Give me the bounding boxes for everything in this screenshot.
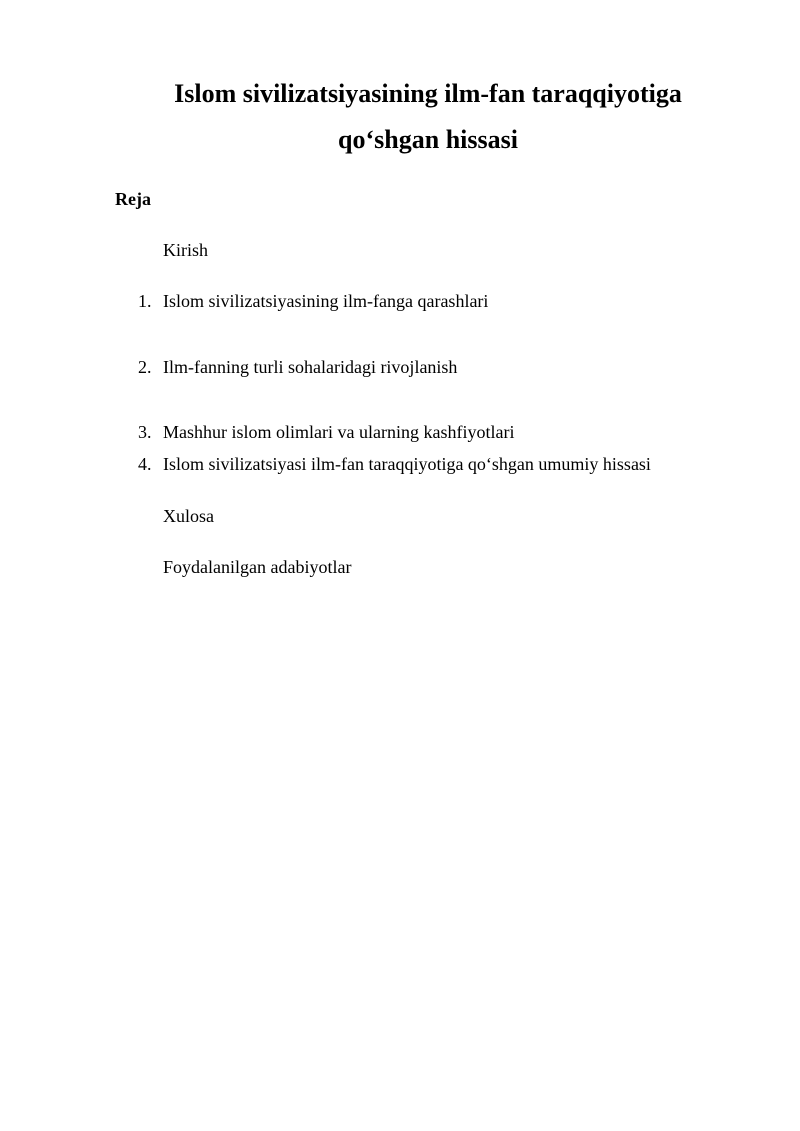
plan-item-references: Foydalanilgan adabiyotlar <box>163 557 352 577</box>
plan-heading: Reja <box>115 189 151 209</box>
plan-item-number: 1. <box>138 291 152 311</box>
document-title-line-2: qo‘shgan hissasi <box>338 125 518 154</box>
plan-item-text: Mashhur islom olimlari va ularning kashfiyotlari <box>163 422 515 442</box>
plan-item-number: 4. <box>138 454 152 474</box>
plan-item-intro: Kirish <box>163 240 208 260</box>
plan-item-number: 3. <box>138 422 152 442</box>
plan-item-text: Ilm-fanning turli sohalaridagi rivojlanish <box>163 357 458 377</box>
document-title-line-1: Islom sivilizatsiyasining ilm-fan taraqqiyotiga <box>174 79 682 108</box>
plan-item-text: Islom sivilizatsiyasi ilm-fan taraqqiyotiga qo‘shgan umumiy hissasi <box>163 454 651 474</box>
plan-item-number: 2. <box>138 357 152 377</box>
plan-item-text: Islom sivilizatsiyasining ilm-fanga qarashlari <box>163 291 489 311</box>
plan-item-conclusion: Xulosa <box>163 506 214 526</box>
